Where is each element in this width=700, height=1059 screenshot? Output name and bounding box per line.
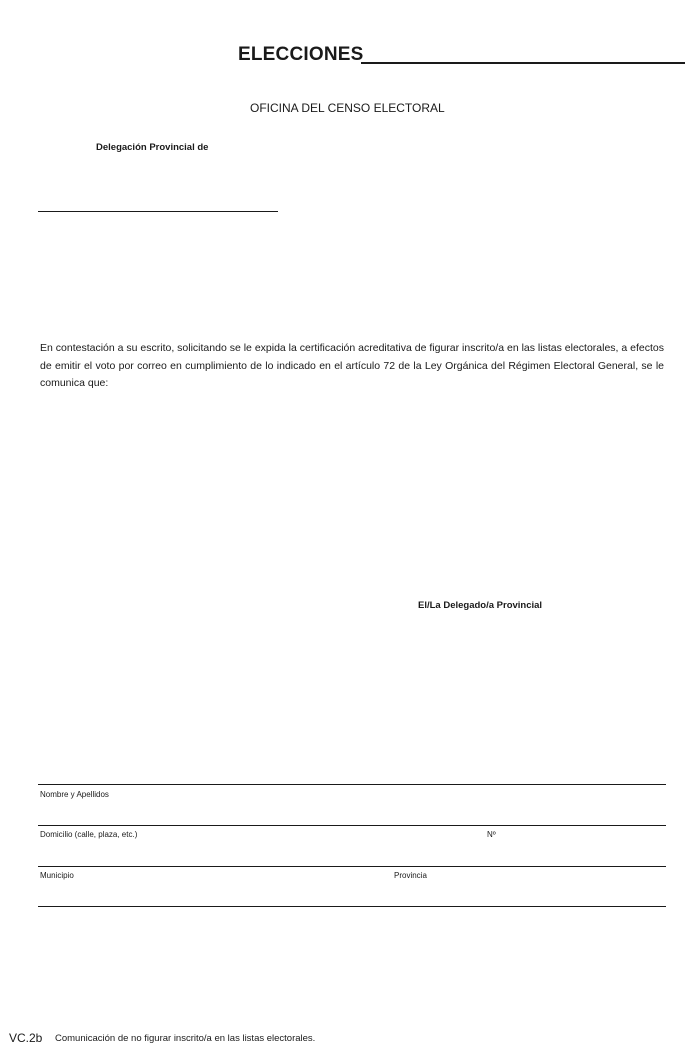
province-field-label: Provincia xyxy=(394,871,427,880)
delegation-line xyxy=(38,211,278,212)
delegation-label: Delegación Provincial de xyxy=(96,142,209,153)
body-paragraph: En contestación a su escrito, solicitando se le expida la certificación acreditativa de figurar inscrito/a en las listas electorales, a efectos de emitir el voto por correo en cumplimiento de lo indicado en el artículo 72 de la Ley Orgánica del Régimen Electoral General, se le comunica que: xyxy=(40,342,664,389)
name-field-label: Nombre y Apellidos xyxy=(40,790,109,799)
office-name: OFICINA DEL CENSO ELECTORAL xyxy=(250,101,445,115)
municipality-field-rule xyxy=(38,866,666,867)
signer-label: El/La Delegado/a Provincial xyxy=(418,600,543,611)
number-field-label: Nº xyxy=(487,830,496,839)
name-field-rule xyxy=(38,784,666,785)
form-code: VC.2b xyxy=(9,1031,43,1045)
election-name-line xyxy=(361,62,685,64)
document-title: ELECCIONES xyxy=(238,44,364,65)
municipality-field-label: Municipio xyxy=(40,871,74,880)
form-description: Comunicación de no figurar inscrito/a en las listas electorales. xyxy=(55,1033,316,1044)
address-field-label: Domicilio (calle, plaza, etc.) xyxy=(40,830,138,839)
bottom-field-rule xyxy=(38,906,666,907)
address-field-rule xyxy=(38,825,666,826)
